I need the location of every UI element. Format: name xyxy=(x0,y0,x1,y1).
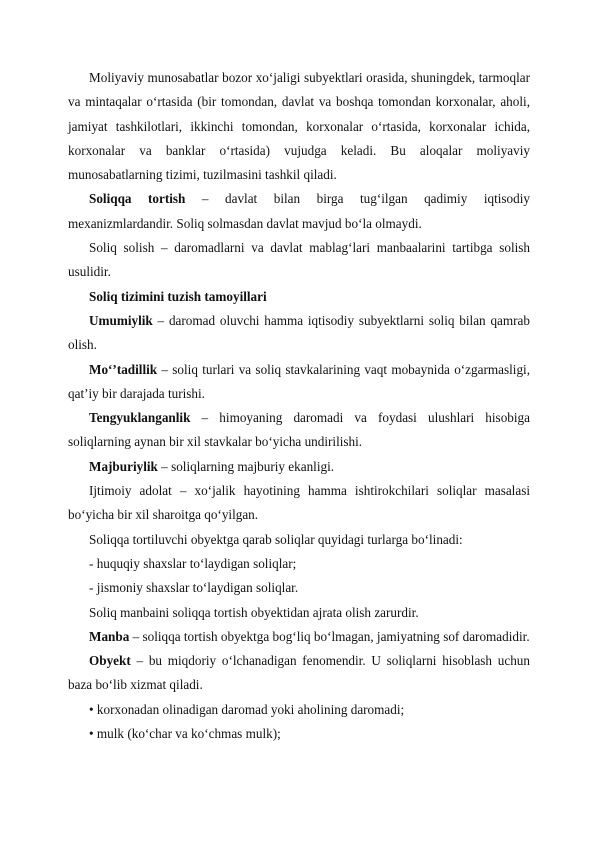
paragraph-text: Soliq manbaini soliqqa tortish obyektidan ajrata olish zarurdir. xyxy=(89,604,419,620)
paragraph-tax-types-intro xyxy=(68,528,530,552)
list-item-text: - jismoniy shaxslar to‘laydigan soliqlar. xyxy=(89,580,299,596)
document-body xyxy=(68,66,530,746)
paragraph-text: Soliqqa tortiluvchi obyektga qarab soliqlar quyidagi turlarga bo‘linadi: xyxy=(89,531,463,547)
paragraph-text: – soliqlarning majburiy ekanligi. xyxy=(157,458,335,474)
paragraph-equal-burden xyxy=(68,406,530,455)
paragraph-moderation xyxy=(68,358,530,407)
bullet-item-property xyxy=(68,722,530,746)
term-obyekt: Obyekt xyxy=(89,653,131,669)
paragraph-text: – soliqqa tortish obyektga bog‘liq bo‘lmagan, jamiyatning sof daromadidir. xyxy=(129,628,530,644)
heading-tax-principles: Soliq tizimini tuzish tamoyillari xyxy=(89,288,267,304)
paragraph-social-justice xyxy=(68,479,530,528)
paragraph-text: – himoyaning daromadi va foydasi ulushlari hisobiga soliqlarning aynan bir xil stavkalar bo‘yicha undirilishi. xyxy=(68,410,530,450)
bullet-item-income xyxy=(68,698,530,722)
list-item-legal-entities xyxy=(68,552,530,576)
bullet-text: mulk (ko‘char va ko‘chmas mulk); xyxy=(93,726,281,742)
list-item-individuals xyxy=(68,576,530,600)
bullet-icon: • xyxy=(89,701,94,717)
term-majburiylik: Majburiylik xyxy=(89,458,158,474)
paragraph-text: – daromad oluvchi hamma iqtisodiy subyektlarni soliq bilan qamrab olish. xyxy=(68,312,530,353)
paragraph-object xyxy=(68,649,530,698)
bullet-icon: • xyxy=(89,726,94,742)
list-item-text: - huquqiy shaxslar to‘laydigan soliqlar; xyxy=(89,555,297,571)
paragraph-obligation xyxy=(68,455,530,479)
paragraph-taxation xyxy=(68,187,530,236)
paragraph-text: Ijtimoiy adolat – xo‘jalik hayotining hamma ishtirokchilari soliqlar masalasi bo‘yicha bir xil sharoitga qo‘yilgan. xyxy=(68,483,530,523)
paragraph-text: – davlat bilan birga tug‘ilgan qadimiy iqtisodiy mexanizmlardandir. Soliq solmasdan davlat mavjud bo‘la olmaydi. xyxy=(68,191,530,231)
term-umumiylik: Umumiylik xyxy=(89,312,153,328)
paragraph-text: – bu miqdoriy o‘lchanadigan fenomendir. U soliqlarni hisoblash uchun baza bo‘lib xizmat qiladi. xyxy=(68,653,530,693)
paragraph-financial-relations xyxy=(68,66,530,187)
term-manba: Manba xyxy=(89,628,130,644)
paragraph-source xyxy=(68,625,530,649)
section-heading xyxy=(68,285,530,309)
paragraph-tax-levying xyxy=(68,236,530,285)
paragraph-text: Moliyaviy munosabatlar bozor xo‘jaligi subyektlari orasida, shuningdek, tarmoqlar va mintaqalar o‘rtasida (bir tomondan, davlat va boshqa tomondan korxonalar, aholi, jamiyat tashkilotlari, ikkinchi tomondan, korxonalar o‘rtasida, korxonalar ichida, korxonalar va banklar o‘rtasida) vujudga keladi. Bu aloqalar moliyaviy munosabatlarning tizimi, tuzilmasini tashkil qiladi. xyxy=(68,70,530,183)
term-motadillik: Mo‘’tadillik xyxy=(89,361,158,377)
term-soliqqa-tortish: Soliqqa tortish xyxy=(89,191,186,207)
term-tengyuklanganlik: Tengyuklanganlik xyxy=(89,410,191,426)
paragraph-text: Soliq solish – daromadlarni va davlat mablag‘lari manbaalarini tartibga solish usulidir. xyxy=(68,240,530,280)
paragraph-tax-source xyxy=(68,601,530,625)
bullet-text: korxonadan olinadigan daromad yoki aholining daromadi; xyxy=(93,701,405,717)
paragraph-text: – soliq turlari va soliq stavkalarining vaqt mobaynida o‘zgarmasligi, qat’iy bir darajada turishi. xyxy=(68,361,530,401)
paragraph-universality xyxy=(68,309,530,358)
